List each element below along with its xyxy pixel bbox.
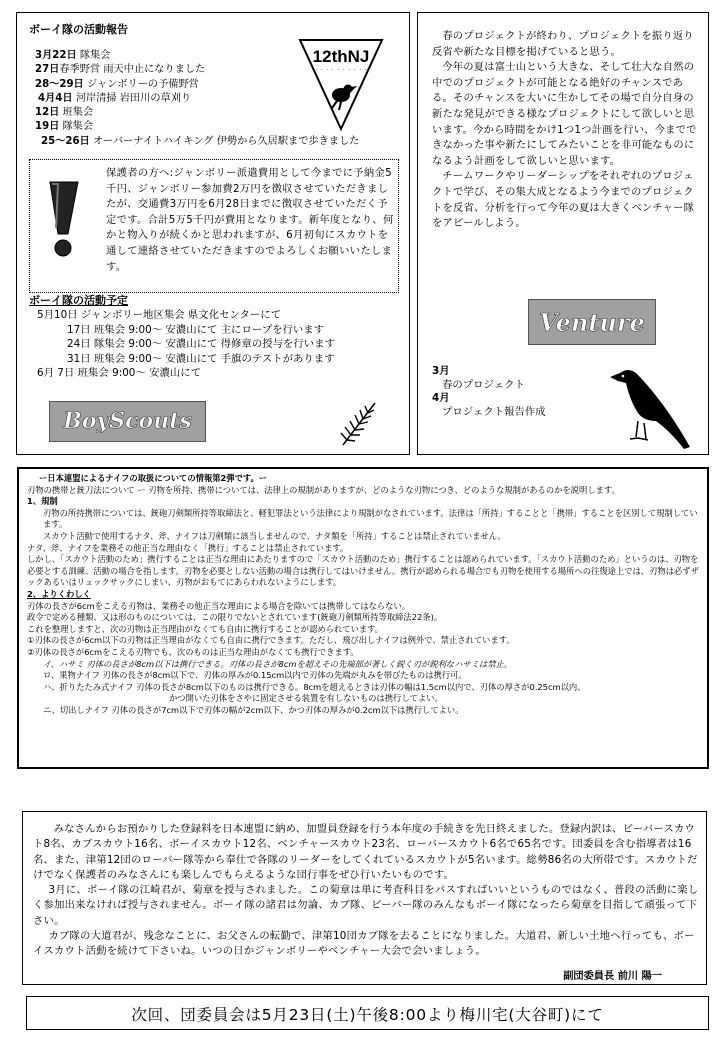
boyscouts-badge-text: BoyScouts (63, 408, 192, 434)
svg-text:・ ・ ・ ・ ・ ・ ・ ・ ・ ・: ・ ・ ・ ・ ・ ・ ・ ・ ・ ・ (314, 67, 368, 72)
venture-badge-text: Venture (539, 308, 645, 337)
knife-heading: 2、よりくわしく (27, 588, 91, 599)
knife-line: ハ、折りたたみ式ナイフ 刃体の長さが8cm以下のものは携行できる。8cmを超えるときは刃体の幅は1.5cm以内で、刃体の厚さが0.25cm以内、 (43, 681, 586, 692)
report-text (33, 822, 701, 960)
plan-row: 31日 班集会 9:00〜 安濃山にて 手旗のテストがあります (67, 352, 335, 365)
schedule-row: 19日 隊集会 (35, 121, 94, 133)
knife-line: 刃物の携帯と銃刀法について ー 刃物を所持、携帯については、法律上の規制がありますが、どのような刃物につき、どのような規制があるのかを説明します。 (27, 484, 620, 495)
knife-line: しかし、「スカウト活動のため」携行することは正当な理由にあたりますので「スカウト活動のため」携行することは認められています。「スカウト活動のため」というのは、刃物を必要とする訓練、活動の場合を指します。刃物を必要としない活動の場合は携行してはいけません。携行が認められる場合でも刃物を使用する場所への往復途上では、刃物は必ずザックあるいはリュックサックにしまい、刃物がおもてにあらわれないようにします。 (27, 554, 699, 588)
plan-row: 24日 隊集会 9:00〜 安濃山にて 得修章の授与を行います (67, 338, 335, 350)
boy-report-title: ボーイ隊の活動報告 (29, 23, 128, 36)
fern-icon (335, 399, 383, 449)
venture-item: プロジェクト報告作成 (442, 405, 546, 418)
report-paragraph: みなさんからお預かりした登録料を日本連盟に納め、加盟員登録を行う本年度の手続きを先日終えました。登録内訳は、ビーバースカウト8名、カブスカウト16名、ボーイスカウト12名、ベンチャースカウト23名、ローバースカウト6名で65名です。団委員を含む指導者は16名、また、津第12団のローバー隊等から奉仕で各隊のリーダーをしてくれているスカウトが5名います。総勢86名の大所帯です。スカウトだけでなく保護者のみなさんにも楽しんでもらえるような団行事をぜひ行いたいものです。 (33, 823, 698, 881)
next-meeting-text: 次回、団委員会は5月23日(土)午後8:00より梅川宅(大谷町)にて (131, 1006, 604, 1024)
plan-row: 6月 7日 班集会 9:00〜 安濃山にて (37, 367, 202, 379)
schedule-row: 25〜26日 オーバーナイトハイキング 伊勢から久居駅まで歩きました (41, 135, 360, 147)
knife-line: ナタ、斧、ナイフを業務その他正当な理由なく「携行」することは禁止されています。 (27, 542, 349, 553)
bird-icon (604, 361, 694, 453)
boy-plan-list (37, 308, 335, 381)
venture-month: 3月 (432, 365, 450, 377)
knife-line: かつ開いた刃体をさやに固定させる装置を有しないものは携行してよい。 (169, 693, 443, 704)
boy-scout-section (16, 12, 410, 455)
plan-row: 17日 班集会 9:00〜 安濃山にて 主にロープを行います (67, 323, 325, 336)
notice-text: 保護者の方へ:ジャンボリー派遣費用として今までに予納金5千円、ジャンボリー参加費2万円を徴収させていただきましたが、交通費3万円を6月28日までに徴収させていただく予定です。合計5万5千円が費用となります。新年度となり、何かと物入りが続くかと思われますが、6月初旬にスカウトを通して連絡させていただきますのでよろしくお願いいたします。 (106, 167, 394, 273)
knife-heading: 1、規制 (27, 496, 58, 507)
plan-row: 5月10日 ジャンボリー地区集会 県文化センターにて (37, 309, 282, 321)
venture-paragraph: チームワークやリーダーシップをそれぞれのプロジェクトで学び、その集大成となるよう今までのプロジェクトを反省、分析を行って今年の夏は大きくベンチャー隊をアピールしよう。 (432, 170, 695, 230)
parents-notice (29, 159, 399, 293)
schedule-row: 4月4日 河岸清掃 岩田川の草刈り (38, 92, 192, 104)
venture-paragraph: 春のプロジェクトが終わり、プロジェクトを振り返り反省や新たな目標を掲げていると思う。 (432, 30, 694, 58)
venture-item: 春のプロジェクト (442, 378, 525, 391)
knife-line: 刃体の長さが6cmをこえる刃物は、業務その他正当な理由による場合を除いては携帯してはならない。 (27, 600, 410, 611)
venture-schedule (432, 365, 546, 419)
knife-line: ロ、果物ナイフ 刃体の長さが8cm以下で、刃体の厚みが0.15cm以内で刃体の先端が丸みを帯びたものは携行可。 (43, 670, 467, 681)
knife-line: ②刃体の長さが6cmをこえる刃物でも、次のものは正当な理由がなくても携行できます。 (27, 646, 359, 657)
schedule-row: 3月22日 隊集会 (35, 50, 111, 61)
venture-message (432, 29, 700, 232)
venture-badge (528, 299, 656, 345)
schedule-row: 12日 班集会 (35, 107, 94, 119)
boy-plan-title: ボーイ隊の活動予定 (29, 294, 128, 307)
knife-line: イ、ハサミ 刃体の長さが8cm以下は携行できる。刃体の長さが8cmを超えその先端部が著しく鋭く刃が鋭利なハサミは禁止。 (43, 658, 513, 669)
jamboree-logo-text: 12thNJ (312, 47, 370, 66)
schedule-row: 28〜29日 ジャンボリーの予備野営 (35, 78, 199, 90)
committee-report (22, 811, 707, 985)
knife-line: これを整理しますと、次の刃物は正当理由がなくても自由に携行することが認められています。 (27, 623, 384, 634)
jamboree-logo (297, 35, 385, 133)
venture-section (417, 12, 709, 455)
venture-paragraph: 今年の夏は富士山という大きな、そして壮大な自然の中でのプロジェクトが可能となる絶好のチャンスである。そのチャンスを大いに生かしてその場で自分自身の新たな発見ができる様なプロジェクトにして欲しいと思います。今から時間をかけ1つ1つ計画を行い、今までできなかった事や新たにしてみたいことを非可能なものになるよう計画をして欲しいと思います。 (432, 61, 697, 167)
report-signature: 副団委員長 前川 陽一 (563, 971, 662, 982)
knife-info-text (27, 473, 703, 716)
schedule-row: 27日春季野営 雨天中止になりました (35, 64, 206, 76)
next-meeting-banner (26, 996, 709, 1030)
venture-month: 4月 (432, 392, 450, 404)
knife-line: 刃物の所持携帯については、銃砲刀剣類所持等取締法と、軽犯罪法という法律により規制がなされています。法律は「所持」することと「携帯」することを区別して規制しています。 (43, 507, 698, 530)
knife-line: ①刃体の長さが6cm以下の刃物は正当理由がなくても自由に携行できます。ただし、飛び出しナイフは例外で、禁止されています。 (27, 635, 515, 646)
knife-title: ー日本連盟によるナイフの取扱についての情報第2弾です。ー (39, 473, 268, 483)
knife-line: ニ、切出しナイフ 刃体の長さが7cm以下で刃体の幅が2cm以下、かつ刃体の厚みが0.2cm以下は携行してよい。 (43, 704, 464, 715)
boyscouts-badge (49, 401, 206, 442)
knife-line: 政令で定める種類、又は形のものについては、この限りでないとされています(銃砲刀剣類所持等取締法22条)。 (27, 612, 443, 623)
knife-line: スカウト活動で使用するナタ、斧、ナイフは刀剣類に該当しませんので、ナタ類を「所持」することは禁止されていません。 (43, 530, 506, 541)
knife-info-section (17, 467, 709, 769)
report-paragraph: カブ隊の大道君が、残念なことに、お父さんの転勤で、津第10団カブ隊を去ることになりました。大道君、新しい土地へ行っても、ボーイスカウト活動を続けて下さいね。いつの日かジャンボリーやベンチャー大会で会いましょう。 (33, 930, 695, 958)
report-paragraph: 3月に、ボーイ隊の江崎君が、菊章を授与されました。この菊章は単に考査科目をパスすればいいというものではなく、普段の活動に楽しく参加出来なければ授与されません。ボーイ隊の諸君は勿論、カブ隊、ビーバー隊のみんなもボーイ隊になったら菊章を目指して頑張って下さい。 (33, 884, 699, 927)
exclamation-icon (40, 178, 84, 260)
